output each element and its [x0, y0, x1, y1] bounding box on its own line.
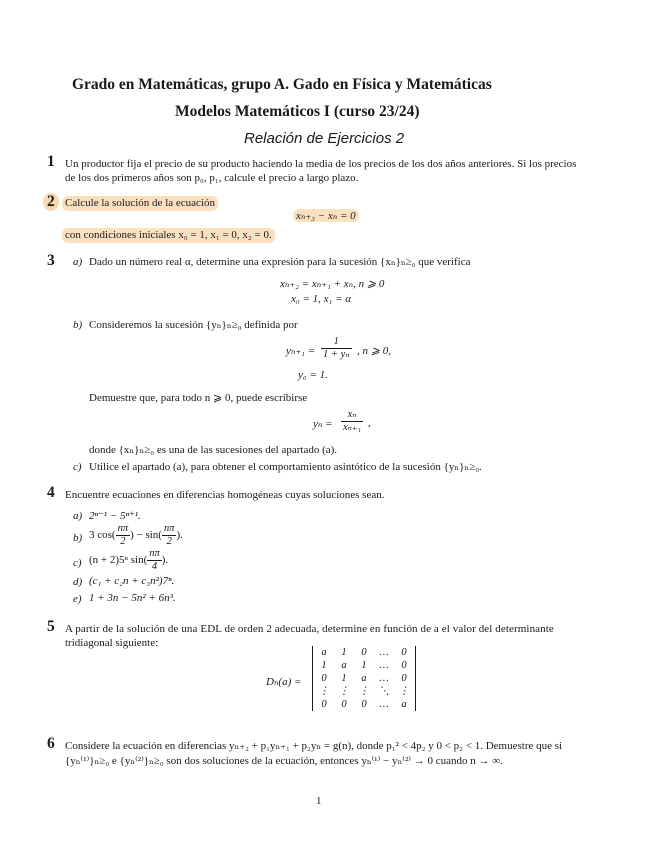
matrix-cell: 1	[341, 673, 347, 684]
exercise-5-number: 5	[47, 618, 55, 635]
matrix-cell: 0	[401, 673, 407, 684]
exercise-3a-equation-2: x₀ = 1, x₁ = α	[291, 293, 352, 305]
sheet-title: Relación de Ejercicios 2	[244, 130, 405, 147]
matrix-cell: ⋮	[398, 686, 410, 697]
exercise-4e-label: e)	[73, 593, 82, 605]
exercise-4d-label: d)	[73, 576, 83, 588]
exercise-3a-label: a)	[73, 256, 83, 268]
matrix-cell: …	[379, 673, 389, 684]
exercise-3b-yn: yₙ =	[313, 418, 333, 430]
exercise-6-line-2: {yₙ⁽¹⁾}ₙ≥₀ e {yₙ⁽²⁾}ₙ≥₀ son dos soluciones de la ecuación, entonces yₙ⁽¹⁾ − yₙ⁽²⁾ → 0 cuando n → ∞.	[65, 755, 503, 767]
exercise-4-number: 4	[47, 484, 55, 501]
matrix-cell: 0	[401, 647, 407, 658]
matrix-cell: 0	[401, 660, 407, 671]
matrix-cell: 1	[341, 647, 347, 658]
matrix-row	[314, 672, 414, 685]
matrix-cell: …	[379, 699, 389, 710]
matrix-cell: a	[361, 673, 367, 684]
exercise-6-number: 6	[47, 735, 55, 752]
exercise-3b-ratio-den: xₙ₊₁	[343, 422, 362, 433]
exercise-3b-text: Consideremos la sucesión {yₙ}ₙ≥₀ definida por	[89, 319, 298, 331]
exercise-4b-frac1-den: 2	[120, 536, 126, 547]
exercise-3b-ratio	[341, 409, 363, 434]
matrix-cell: a	[321, 647, 327, 658]
exercise-4b-frac2-num: nπ	[163, 523, 175, 534]
exercise-3-number: 3	[47, 252, 55, 269]
exercise-3b-initial: y₀ = 1.	[298, 369, 328, 381]
exercise-4b-prefix: 3 cos(	[89, 529, 116, 542]
exercise-5-line-1: A partir de la solución de una EDL de orden 2 adecuada, determine en función de a el valor del determinante	[65, 623, 554, 635]
exercise-4a-text: 2ⁿ⁻¹ − 5ⁿ⁺¹.	[89, 510, 141, 522]
exercise-4b-middle: ) − sin(	[130, 529, 162, 542]
exercise-3b-fraction	[321, 336, 352, 361]
matrix-cell: 0	[361, 647, 367, 658]
matrix-row	[314, 659, 414, 672]
exercise-4b-expression	[89, 523, 183, 548]
exercise-5-line-2: tridiagonal siguiente:	[65, 637, 159, 649]
exercise-4c-expression	[89, 548, 168, 573]
exercise-3b-label: b)	[73, 319, 83, 331]
matrix-row	[314, 685, 414, 698]
exercise-3b-lhs: yₙ₊₁ =	[286, 345, 316, 357]
exercise-2-equation: xₙ₊₃ − xₙ = 0	[293, 209, 359, 222]
matrix-row	[314, 698, 414, 711]
matrix-cell: ⋱	[378, 686, 390, 697]
exercise-1-line-2: de los dos primeros años son p₀, p₁, calcule el precio a largo plazo.	[65, 172, 359, 184]
exercise-1-number: 1	[47, 153, 55, 170]
exercise-4b-frac1-num: nπ	[117, 523, 129, 534]
page-number: 1	[316, 795, 322, 807]
matrix-cell: ⋮	[318, 686, 330, 697]
exercise-3b-ratio-num: xₙ	[341, 409, 363, 422]
course-title: Grado en Matemáticas, grupo A. Gado en Física y Matemáticas	[72, 76, 492, 93]
exercise-6-line-1: Considere la ecuación en diferencias yₙ₊₂ + p₁yₙ₊₁ + p₂yₙ = g(n), donde p₁² < 4p₂ y 0 < p₂ < 1. Demuestre que si	[65, 740, 563, 752]
matrix-cell: a	[401, 699, 407, 710]
exercise-4c-label: c)	[73, 557, 82, 569]
matrix-cell: a	[341, 660, 347, 671]
exercise-1-line-1: Un productor fija el precio de su producto haciendo la media de los precios de los dos años anteriores. Si los precios	[65, 158, 577, 170]
exercise-4d-text: (c₁ + c₂n + c₃n²)7ⁿ.	[89, 575, 175, 587]
exercise-3b-text-2: Demuestre que, para todo n ⩾ 0, puede escribirse	[89, 392, 308, 404]
exercise-4c-frac-den: 4	[151, 561, 158, 572]
exercise-4a-label: a)	[73, 510, 83, 522]
matrix-cell: 0	[321, 673, 327, 684]
matrix-cell: 0	[341, 699, 347, 710]
matrix-cell: 0	[321, 699, 327, 710]
matrix-cell: ⋮	[358, 686, 370, 697]
exercise-3b-text-3: donde {xₙ}ₙ≥₀ es una de las sucesiones del apartado (a).	[89, 444, 338, 456]
exercise-3b-condition: , n ⩾ 0,	[357, 345, 391, 357]
exercise-4b-frac2-den: 2	[166, 536, 172, 547]
exercise-4e-text: 1 + 3n − 5n² + 6n³.	[89, 592, 176, 604]
matrix-cell: …	[379, 660, 389, 671]
exercise-3b-fraction-num: 1	[321, 336, 352, 349]
exercise-2-line-1: Calcule la solución de la ecuación	[62, 196, 218, 211]
determinant-matrix	[312, 646, 416, 711]
matrix-cell: …	[379, 647, 389, 658]
exercise-3b-fraction-den: 1 + yₙ	[323, 349, 350, 360]
exercise-2-line-2: con condiciones iniciales x₀ = 1, x₁ = 0, x₂ = 0.	[62, 228, 275, 243]
exercise-3a-text: Dado un número real α, determine una expresión para la sucesión {xₙ}ₙ≥₀ que verifica	[89, 256, 471, 268]
matrix-cell: 1	[361, 660, 367, 671]
matrix-row	[314, 646, 414, 659]
exercise-4c-frac-num: nπ	[149, 548, 160, 559]
exercise-3c-label: c)	[73, 461, 82, 473]
exercise-4b-label: b)	[73, 532, 83, 544]
matrix-cell: 0	[361, 699, 367, 710]
course-subtitle: Modelos Matemáticos I (curso 23/24)	[175, 103, 420, 120]
determinant-lhs: Dₙ(a) =	[266, 676, 302, 688]
exercise-4b-suffix: ).	[176, 529, 183, 542]
matrix-cell: 1	[321, 660, 327, 671]
exercise-4-intro: Encuentre ecuaciones en diferencias homogéneas cuyas soluciones sean.	[65, 489, 385, 501]
exercise-3c-text: Utilice el apartado (a), para obtener el comportamiento asintótico de la sucesión {yₙ}ₙ≥₀.	[89, 461, 482, 473]
exercise-4c-prefix: (n + 2)5ⁿ sin(	[89, 554, 148, 567]
exercise-3b-comma: ,	[368, 417, 371, 429]
exercise-2-number: 2	[43, 193, 59, 211]
matrix-cell: ⋮	[338, 686, 350, 697]
exercise-3a-equation-1: xₙ₊₂ = xₙ₊₁ + xₙ, n ⩾ 0	[280, 278, 385, 290]
exercise-4c-suffix: ).	[161, 554, 169, 567]
